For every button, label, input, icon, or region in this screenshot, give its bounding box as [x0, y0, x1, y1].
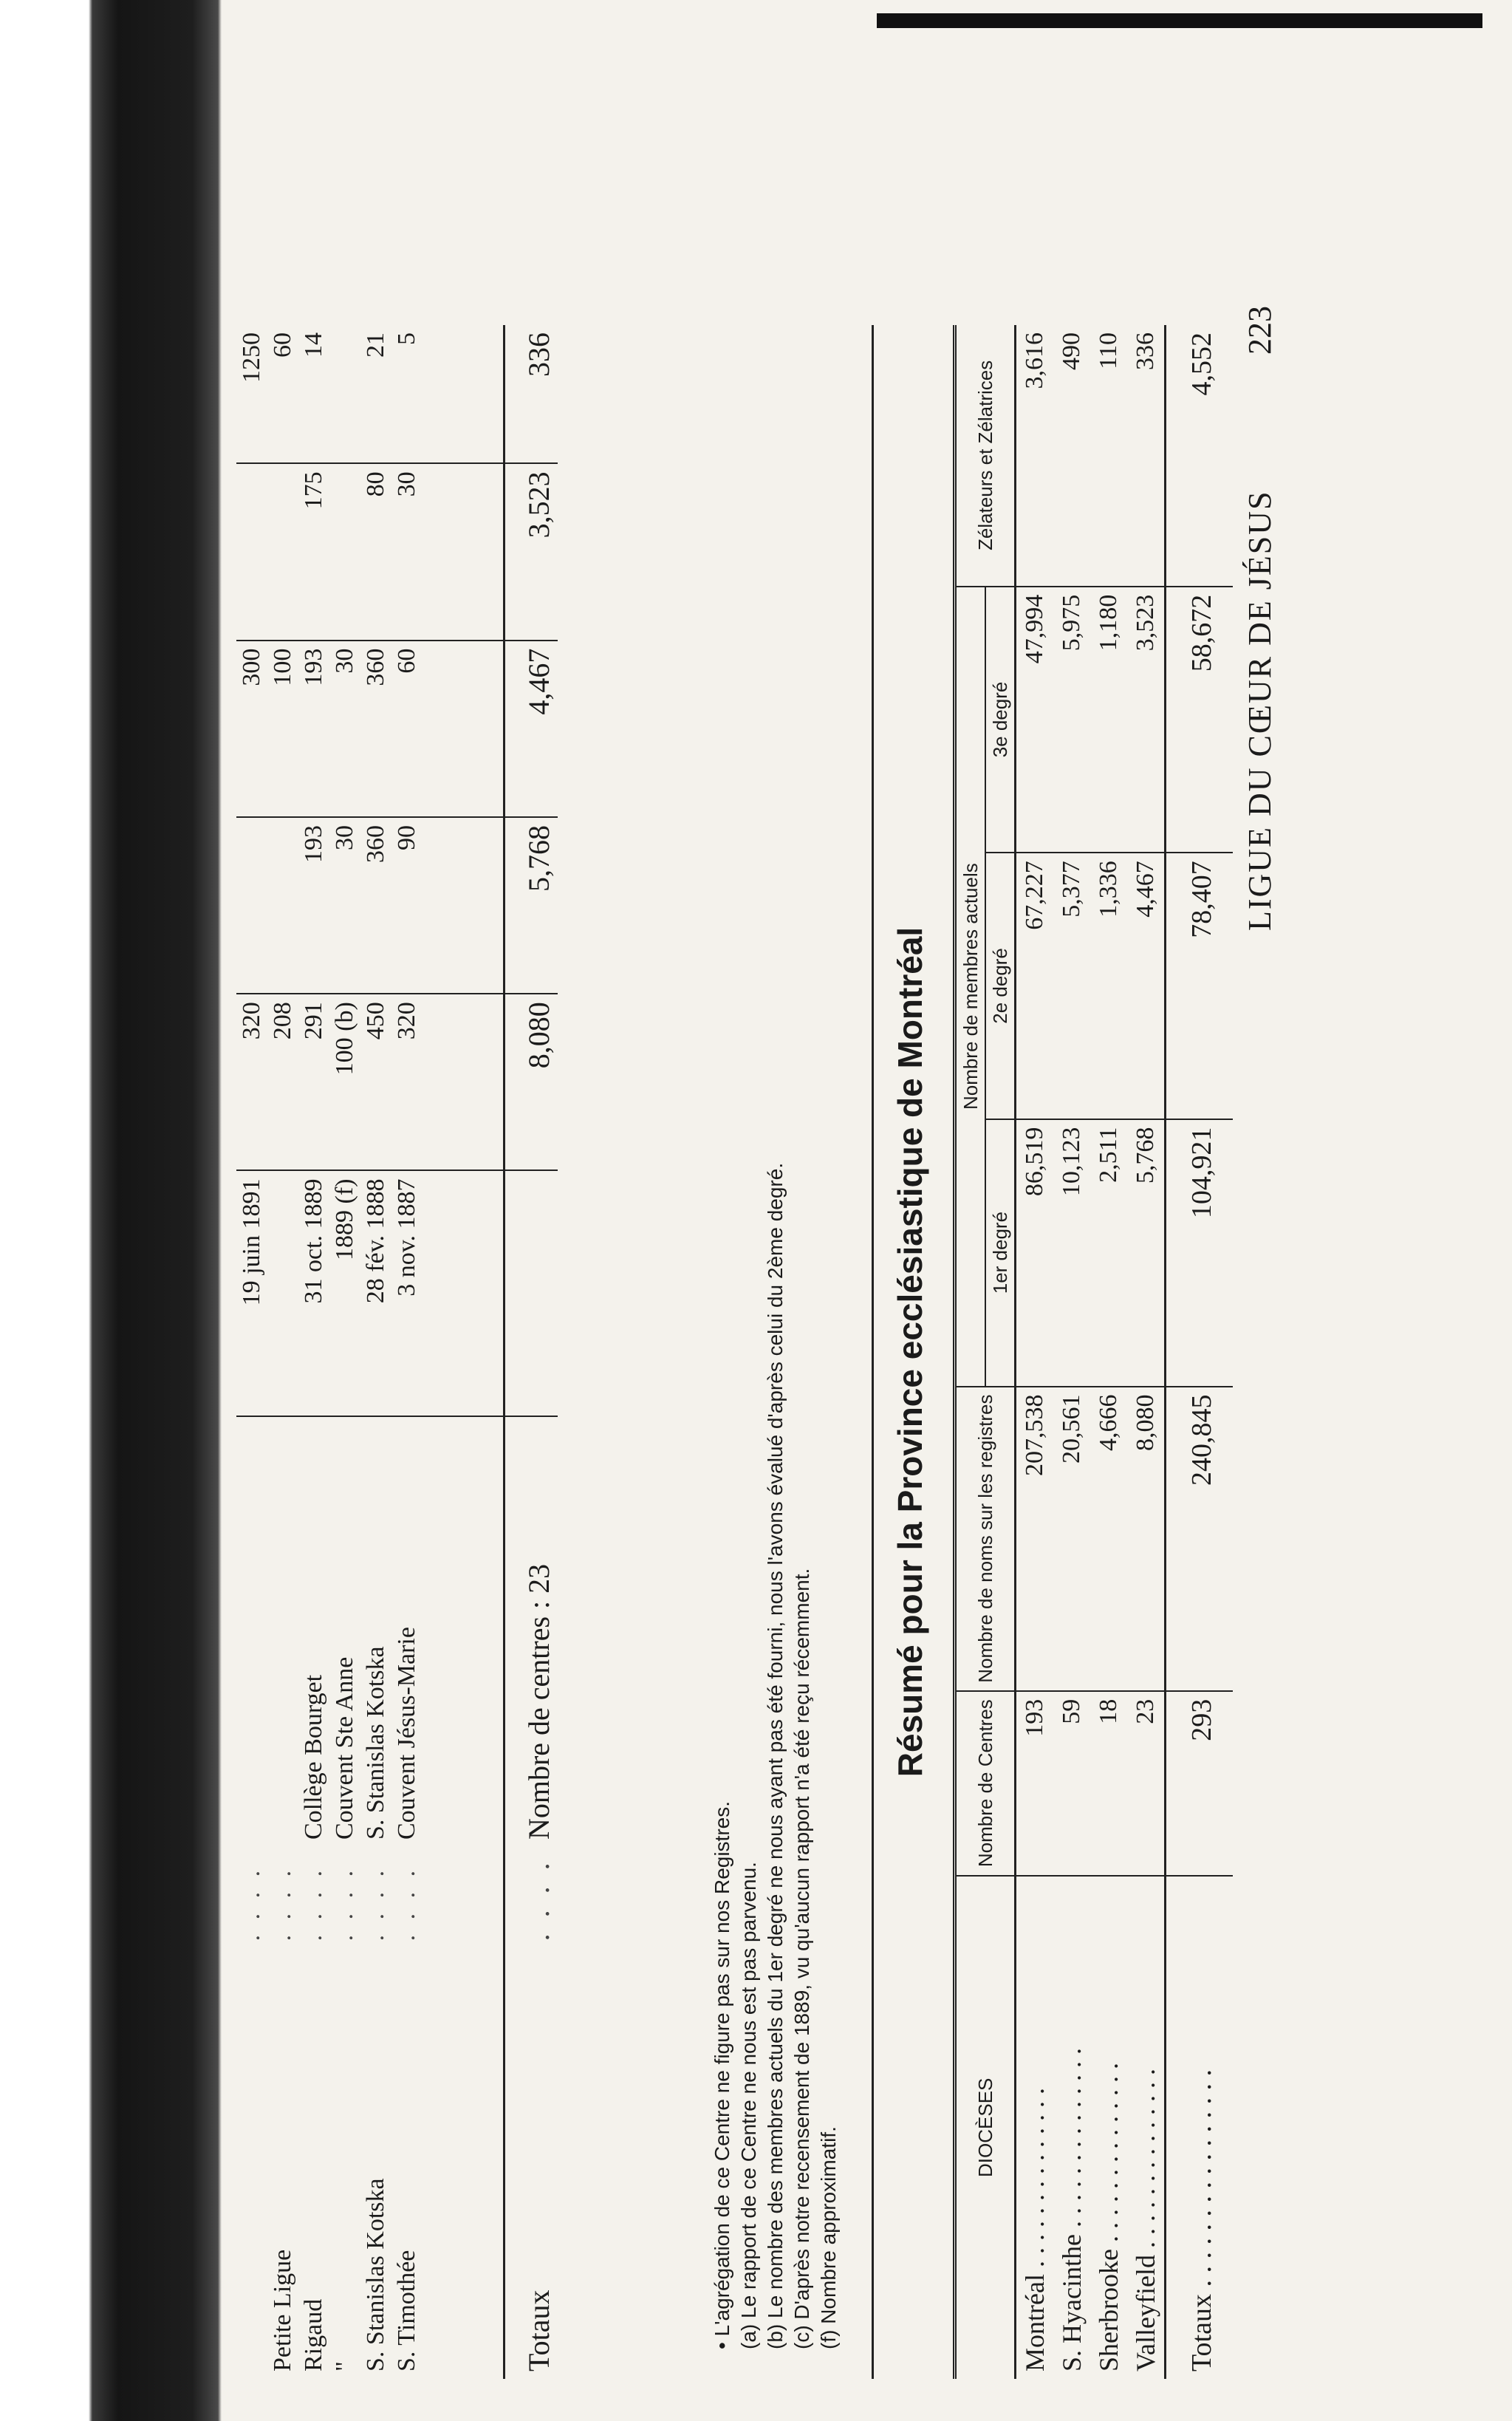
fragment-centre [267, 1416, 298, 1847]
fragment-total-c3: 4,467 [504, 641, 558, 817]
fragment-c5: 1250 [236, 325, 267, 463]
rotated-page [222, 236, 1330, 2379]
fragment-c1: 320 [391, 994, 423, 1170]
header-registered: Nombre de noms sur les registres [955, 1387, 1016, 1691]
fragment-total-c1: 8,080 [504, 994, 558, 1170]
dot-leader: . . . . [362, 1865, 389, 1942]
fragment-c4: 80 [360, 463, 391, 640]
fragment-row [236, 325, 267, 2379]
fragment-row [298, 325, 329, 2379]
top-rule [877, 13, 1482, 28]
fragment-c1: 320 [236, 994, 267, 1170]
summary-totals-label: Totaux . . . . . . . . . . . . . . . . [1166, 1876, 1234, 2379]
header-dioceses: DIOCÈSES [955, 1876, 1016, 2379]
header-deg1: 1er degré [985, 1119, 1016, 1387]
fragment-c3: 300 [236, 641, 267, 817]
summary-totals-row [1166, 325, 1234, 2379]
section-divider [872, 325, 874, 2379]
fragment-c3: 100 [267, 641, 298, 817]
fragment-row [267, 325, 298, 2379]
fragment-total-c5: 336 [504, 325, 558, 463]
fragment-date: 3 nov. 1887 [391, 1171, 423, 1417]
footnote: • L'agrégation de ce Centre ne figure pas sur nos Registres. [711, 1800, 733, 2349]
fragment-row [329, 325, 360, 2379]
summary-zelateurs: 110 [1090, 325, 1127, 587]
summary-registered: 4,666 [1090, 1387, 1127, 1691]
running-head-title: LIGUE DU CŒUR DE JÉSUS [1242, 490, 1278, 931]
summary-deg1: 86,519 [1016, 1119, 1054, 1387]
fragment-centre: Collège Bourget [300, 1674, 327, 1840]
summary-deg1: 2,511 [1090, 1119, 1127, 1387]
summary-total-zelateurs: 4,552 [1166, 325, 1234, 587]
fragment-diocese: Rigaud [300, 2298, 327, 2372]
fragment-total-c2: 5,768 [504, 817, 558, 994]
fragment-c4 [236, 463, 267, 640]
page-number: 223 [1242, 306, 1278, 355]
summary-deg3: 1,180 [1090, 587, 1127, 853]
fragment-c4 [267, 463, 298, 640]
fragment-centre: Couvent Jésus-Marie [393, 1627, 420, 1840]
fragment-c1: 208 [267, 994, 298, 1170]
fragment-row [391, 325, 423, 2379]
footnote: (c) D'après notre recensement de 1889, vu qu'aucun rapport n'a été reçu récemment. [790, 1568, 813, 2349]
summary-deg2: 67,227 [1016, 853, 1054, 1119]
summary-centres: 23 [1127, 1691, 1166, 1876]
fragment-c2: 90 [391, 817, 423, 994]
fragment-total-c4: 3,523 [504, 463, 558, 640]
fragment-c2: 360 [360, 817, 391, 994]
footnote: (a) Le rapport de ce Centre ne nous est pas parvenu. [737, 1862, 760, 2349]
summary-registered: 8,080 [1127, 1387, 1166, 1691]
summary-total-deg1: 104,921 [1166, 1119, 1234, 1387]
fragment-diocese [236, 1948, 267, 2379]
fragment-c2 [267, 817, 298, 994]
summary-row [1127, 325, 1166, 2379]
fragment-c2: 30 [329, 817, 360, 994]
fragment-totals-row [504, 325, 558, 2379]
summary-zelateurs: 490 [1053, 325, 1090, 587]
summary-registered: 207,538 [1016, 1387, 1054, 1691]
fragment-diocese: S. Timothée [393, 2250, 420, 2372]
header-deg3: 3e degré [985, 587, 1016, 853]
summary-registered: 20,561 [1053, 1387, 1090, 1691]
summary-deg2: 5,377 [1053, 853, 1090, 1119]
summary-zelateurs: 3,616 [1016, 325, 1054, 587]
dot-leader: . . . . [300, 1865, 327, 1942]
fragment-c4: 30 [391, 463, 423, 640]
summary-deg1: 10,123 [1053, 1119, 1090, 1387]
summary-total-deg2: 78,407 [1166, 853, 1234, 1119]
dot-leader: . . . . [269, 1865, 296, 1942]
summary-total-centres: 293 [1166, 1691, 1234, 1876]
footnotes [709, 355, 842, 2349]
dot-leader: . . . . [238, 1865, 265, 1942]
fragment-totals-label: Totaux [504, 1948, 558, 2379]
summary-deg3: 3,523 [1127, 587, 1166, 853]
fragment-c2 [236, 817, 267, 994]
fragment-c5: 5 [391, 325, 423, 463]
dot-leader: . . . . [331, 1865, 358, 1942]
fragment-centre: Couvent Ste Anne [331, 1656, 358, 1840]
summary-table [953, 325, 1233, 2379]
fragment-c5: 21 [360, 325, 391, 463]
upper-table-fragment [236, 325, 709, 2379]
fragment-c3: 60 [391, 641, 423, 817]
fragment-centres-count: Nombre de centres : 23 [504, 1416, 558, 1847]
fragment-c2: 193 [298, 817, 329, 994]
fragment-diocese: " [331, 2361, 358, 2372]
fragment-c4: 175 [298, 463, 329, 640]
fragment-c5: 60 [267, 325, 298, 463]
fragment-date: 28 fév. 1888 [360, 1171, 391, 1417]
fragment-centre: S. Stanislas Kotska [362, 1646, 389, 1840]
header-centres: Nombre de Centres [955, 1691, 1016, 1876]
summary-deg3: 47,994 [1016, 587, 1054, 853]
fragment-c3: 30 [329, 641, 360, 817]
fragment-date [267, 1171, 298, 1417]
summary-diocese-name: Sherbrooke . . . . . . . . . . . . . . [1094, 2063, 1123, 2372]
fragment-date: 19 juin 1891 [236, 1171, 267, 1417]
fragment-row [360, 325, 391, 2379]
summary-centres: 193 [1016, 1691, 1054, 1876]
summary-table-wrap [953, 325, 1233, 2379]
summary-total-registered: 240,845 [1166, 1387, 1234, 1691]
summary-total-deg3: 58,672 [1166, 587, 1234, 853]
header-members-group: Nombre de membres actuels [955, 587, 986, 1387]
summary-deg3: 5,975 [1053, 587, 1090, 853]
footnote: (f) Nombre approximatif. [817, 2126, 840, 2349]
fragment-c1: 450 [360, 994, 391, 1170]
summary-centres: 59 [1053, 1691, 1090, 1876]
summary-deg1: 5,768 [1127, 1119, 1166, 1387]
fragment-c1: 291 [298, 994, 329, 1170]
header-deg2: 2e degré [985, 853, 1016, 1119]
fragment-date: 31 oct. 1889 [298, 1171, 329, 1417]
fragment-c4 [329, 463, 360, 640]
summary-row [1090, 325, 1127, 2379]
summary-title: Résumé pour la Province ecclésiastique de Montréal [891, 926, 929, 1778]
summary-deg2: 4,467 [1127, 853, 1166, 1119]
summary-row [1053, 325, 1090, 2379]
fragment-date: 1889 (f) [329, 1171, 360, 1417]
summary-diocese-name: Valleyfield . . . . . . . . . . . . . . [1127, 1876, 1166, 2379]
fragment-c3: 360 [360, 641, 391, 817]
summary-centres: 18 [1090, 1691, 1127, 1876]
summary-row [1016, 325, 1054, 2379]
fragment-blank-row [423, 325, 504, 2379]
fragment-c3: 193 [298, 641, 329, 817]
fragment-c1: 100 (b) [329, 994, 360, 1170]
summary-diocese-name: S. Hyacinthe . . . . . . . . . . . . . . [1057, 2048, 1087, 2372]
fragment-centre [236, 1416, 267, 1847]
header-zelateurs: Zélateurs et Zélatrices [955, 325, 1016, 587]
summary-deg2: 1,336 [1090, 853, 1127, 1119]
summary-diocese-name: Montréal . . . . . . . . . . . . . . [1020, 2088, 1050, 2372]
scan-binding-edge [0, 0, 222, 2421]
fragment-diocese: Petite Ligue [269, 2249, 296, 2372]
running-head [1241, 236, 1307, 2379]
fragment-diocese: S. Stanislas Kotska [362, 2178, 389, 2372]
fragment-c5: 14 [298, 325, 329, 463]
dot-leader: . . . . [504, 1847, 558, 1948]
footnote: (b) Le nombre des membres actuels du 1er degré ne nous ayant pas été fourni, nous l'avons évalué d'après celui du 2ème degré. [764, 1162, 787, 2349]
dot-leader: . . . . [393, 1865, 420, 1942]
fragment-table [236, 325, 558, 2379]
fragment-c5 [329, 325, 360, 463]
summary-zelateurs: 336 [1127, 325, 1166, 587]
